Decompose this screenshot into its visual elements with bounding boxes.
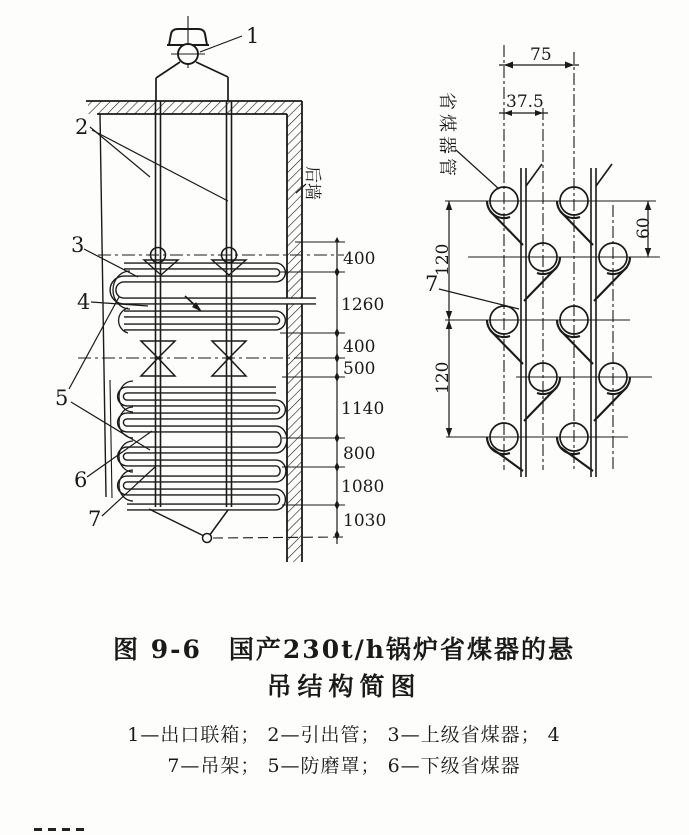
rear-wall-hatched	[287, 101, 302, 562]
ceiling-hatched-band	[86, 101, 302, 114]
dim-1260: 1260	[341, 295, 385, 315]
callout-4-label: 4	[77, 290, 91, 314]
upper-economizer-coils	[113, 266, 316, 333]
hanger-bracket-detail-view	[425, 45, 660, 477]
callout-1-label: 1	[246, 24, 260, 48]
print-noise-dashes	[34, 816, 94, 820]
figure-caption	[8, 632, 680, 706]
bottom-hanger-v	[149, 509, 344, 543]
economizer-tube-circles	[490, 187, 627, 451]
dim-500: 500	[343, 359, 376, 379]
figure-legend	[8, 720, 680, 782]
callout-6-label: 6	[74, 468, 88, 492]
dim-800: 800	[343, 444, 376, 464]
figure-title-line-2: 吊结构简图	[266, 672, 422, 701]
dim-120-upper-label: 120	[433, 243, 453, 276]
dim-75-label: 75	[530, 45, 552, 65]
left-casing-line	[100, 114, 106, 497]
callout-3-label: 3	[71, 233, 85, 257]
figure-title-line-1: 图 9-6 国产230t/h锅炉省煤器的悬	[113, 635, 575, 664]
left-casing-line-2	[110, 380, 112, 498]
dim-120-lower-label: 120	[433, 361, 453, 394]
dim-60-label: 60	[634, 217, 654, 239]
callout-2-label: 2	[75, 115, 89, 139]
callout-7-right-label: 7	[425, 272, 439, 296]
legend-line-1: 1—出口联箱； 2—引出管； 3—上级省煤器； 4	[127, 724, 561, 746]
row-centerlines	[445, 201, 660, 437]
dim-400-mid: 400	[343, 337, 376, 357]
boiler-elevation-view	[55, 16, 386, 562]
economizer-tube-label: 省煤器管	[436, 92, 457, 180]
dim-1030: 1030	[343, 511, 387, 531]
lower-economizer-coils	[119, 381, 284, 507]
callout-7-label: 7	[88, 507, 102, 531]
callout-5-label: 5	[55, 386, 69, 410]
dim-400-top: 400	[343, 249, 376, 269]
outlet-header-drum	[156, 16, 228, 101]
dim-37-5-label: 37.5	[506, 92, 544, 112]
dim-1140: 1140	[341, 399, 385, 419]
rear-wall-label: 后墙	[302, 166, 322, 200]
dim-1080: 1080	[341, 477, 385, 497]
legend-line-2: 7—吊架； 5—防磨罩； 6—下级省煤器	[167, 755, 521, 777]
